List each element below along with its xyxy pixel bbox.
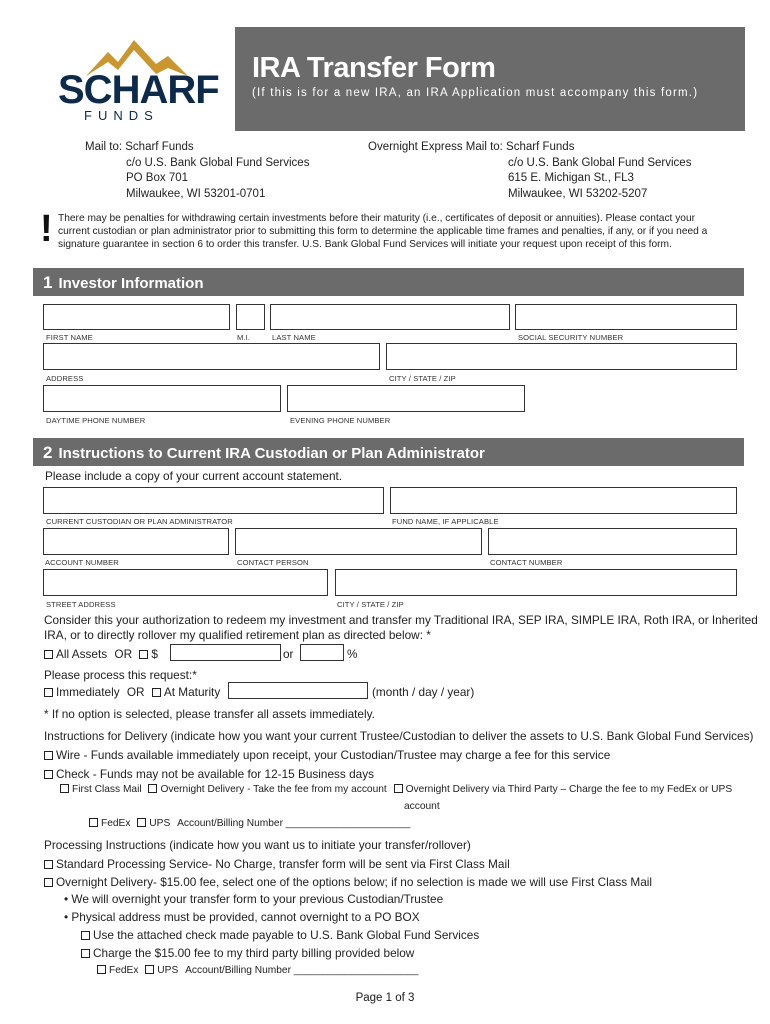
overnight-third-party-checkbox[interactable] [394,784,403,793]
all-assets-label: All Assets [56,647,108,661]
mail-right-line: c/o U.S. Bank Global Fund Services [508,156,692,169]
section-title: Instructions to Current IRA Custodian or Plan Administrator [58,445,485,462]
overnight-delivery-checkbox[interactable] [44,878,53,887]
attached-check-checkbox[interactable] [81,931,90,940]
evening-phone-field[interactable] [287,385,525,412]
ups-checkbox[interactable] [137,818,146,827]
daytime-phone-field[interactable] [43,385,281,412]
wire-option [44,748,610,762]
ups-checkbox[interactable] [145,965,154,974]
charge-third-party-label: Charge the $15.00 fee to my third party billing provided below [93,946,415,960]
last-name-label: LAST NAME [272,333,316,342]
penalty-notice: There may be penalties for withdrawing certain investments before their maturity (i.e., certificates of deposit or annuities). Please contact your current custodian or plan administrator prior to submitting this form to determine the applicable time frames and penalties, if any, or if you need a signature guarantee in section 6 to order this transfer. U.S. Bank Global Fund Services will initiate your request upon receipt of this form. [58,213,708,251]
check-delivery-options-row [60,784,732,795]
carrier-options-row [89,818,410,829]
section-1-header [33,268,744,296]
billing-number-line[interactable]: Account/Billing Number ______________________ [177,818,411,829]
check-checkbox[interactable] [44,770,53,779]
statement-instruction: Please include a copy of your current account statement. [45,469,343,483]
dollar-sign: $ [151,647,158,661]
amount-options-row [44,647,158,661]
at-maturity-label: At Maturity [163,685,221,699]
standard-processing-option [44,857,510,871]
or-text: OR [114,647,133,661]
mail-address-left [85,140,309,202]
carrier-options-row-2 [97,965,418,976]
no-option-note: * If no option is selected, please transfer all assets immediately. [44,707,375,721]
mail-right-line: Overnight Express Mail to: Scharf Funds [368,141,575,153]
contact-number-label: CONTACT NUMBER [490,558,563,567]
contact-person-label: CONTACT PERSON [237,558,309,567]
wire-checkbox[interactable] [44,751,53,760]
at-maturity-checkbox[interactable] [152,688,161,697]
mail-left-line: PO Box 701 [126,172,189,184]
current-custodian-field[interactable] [43,487,384,514]
ups-label: UPS [149,818,171,829]
street-address-label: STREET ADDRESS [46,600,116,609]
middle-initial-field[interactable] [236,304,265,330]
logo-subtext: FUNDS [84,108,159,123]
timing-options-row [44,685,220,699]
wire-label: Wire - Funds available immediately upon receipt, your Custodian/Trustee may charge a fee for this service [56,748,611,762]
warning-exclamation-icon: ! [40,208,53,250]
account-word: account [404,801,440,812]
billing-number-line[interactable]: Account/Billing Number ______________________ [185,965,419,976]
page-title: IRA Transfer Form [252,52,496,84]
or-text: or [283,647,294,661]
page-subtitle: (If this is for a new IRA, an IRA Application must accompany this form.) [252,87,699,99]
all-assets-checkbox[interactable] [44,650,53,659]
overnight-take-fee-checkbox[interactable] [148,784,157,793]
custodian-city-state-zip-label: CITY / STATE / ZIP [337,600,404,609]
check-option [44,767,374,781]
fedex-label: FedEx [109,965,139,976]
city-state-zip-label: CITY / STATE / ZIP [389,374,456,383]
overnight-bullet-2: • Physical address must be provided, cannot overnight to a PO BOX [64,910,420,924]
address-field[interactable] [43,343,380,370]
delivery-instructions-heading: Instructions for Delivery (indicate how you want your current Trustee/Custodian to deliver the assets to U.S. Bank Global Fund Services) [44,729,754,743]
attached-check-label: Use the attached check made payable to U.S. Bank Global Fund Services [93,928,480,942]
dollar-amount-field[interactable] [170,644,281,661]
street-address-field[interactable] [43,569,328,596]
mail-right-line: Milwaukee, WI 53202-5207 [508,187,648,200]
standard-processing-checkbox[interactable] [44,860,53,869]
first-class-mail-checkbox[interactable] [60,784,69,793]
immediately-label: Immediately [56,685,120,699]
daytime-phone-label: DAYTIME PHONE NUMBER [46,416,146,425]
percent-amount-field[interactable] [300,644,344,661]
overnight-delivery-option [44,875,652,889]
first-name-field[interactable] [43,304,230,330]
charge-third-party-option [81,946,414,960]
evening-phone-label: EVENING PHONE NUMBER [290,416,391,425]
percent-sign: % [347,647,358,661]
section-2-header [33,438,744,466]
overnight-take-fee-label: Overnight Delivery - Take the fee from my account [160,784,387,795]
ups-label: UPS [157,965,179,976]
ssn-label: SOCIAL SECURITY NUMBER [518,333,624,342]
address-label: ADDRESS [46,374,84,383]
mail-right-line: 615 E. Michigan St., FL3 [508,172,634,184]
standard-processing-label: Standard Processing Service- No Charge, transfer form will be sent via First Class Mail [56,857,510,871]
page-number: Page 1 of 3 [355,992,415,1004]
contact-person-field[interactable] [235,528,482,555]
mail-left-line: Milwaukee, WI 53201-0701 [126,187,266,200]
account-number-field[interactable] [43,528,229,555]
authorization-text-line2: IRA, or to directly rollover my qualified retirement plan as directed below: * [44,628,431,642]
charge-third-party-checkbox[interactable] [81,949,90,958]
current-custodian-label: CURRENT CUSTODIAN OR PLAN ADMINISTRATOR [46,517,233,526]
last-name-field[interactable] [270,304,510,330]
fund-name-field[interactable] [390,487,737,514]
overnight-bullet-1: • We will overnight your transfer form to your previous Custodian/Trustee [64,892,444,906]
fedex-checkbox[interactable] [97,965,106,974]
dollar-amount-checkbox[interactable] [139,650,148,659]
mail-left-line: Mail to: Scharf Funds [85,141,194,153]
section-number: 1 [43,273,53,292]
fund-name-label: FUND NAME, IF APPLICABLE [392,517,499,526]
logo-wordmark: SCHARF [58,68,219,112]
account-number-label: ACCOUNT NUMBER [45,558,119,567]
ssn-field[interactable] [515,304,737,330]
fedex-checkbox[interactable] [89,818,98,827]
middle-initial-label: M.I. [237,333,251,342]
immediately-checkbox[interactable] [44,688,53,697]
process-request-question: Please process this request:* [44,668,197,682]
maturity-date-field[interactable] [228,682,368,699]
section-number: 2 [43,443,53,462]
check-label: Check - Funds may not be available for 12-15 Business days [56,767,375,781]
fedex-label: FedEx [101,818,131,829]
date-format-hint: (month / day / year) [372,685,475,699]
section-title: Investor Information [58,275,204,292]
contact-number-field[interactable] [488,528,737,555]
mail-address-right [368,140,691,202]
or-text: OR [126,685,145,699]
processing-instructions-heading: Processing Instructions (indicate how you want us to initiate your transfer/rollover) [44,838,471,852]
custodian-city-state-zip-field[interactable] [335,569,737,596]
overnight-third-party-label: Overnight Delivery via Third Party – Charge the fee to my FedEx or UPS [405,784,733,795]
attached-check-option [81,928,479,942]
city-state-zip-field[interactable] [386,343,737,370]
authorization-text-line1: Consider this your authorization to redeem my investment and transfer my Traditional IRA, SEP IRA, SIMPLE IRA, Roth IRA, or Inherited [44,613,758,627]
first-class-mail-label: First Class Mail [72,784,142,795]
mail-left-line: c/o U.S. Bank Global Fund Services [126,156,310,169]
first-name-label: FIRST NAME [46,333,93,342]
overnight-delivery-label: Overnight Delivery- $15.00 fee, select one of the options below; if no selection is made we will use First Class Mail [56,875,653,889]
